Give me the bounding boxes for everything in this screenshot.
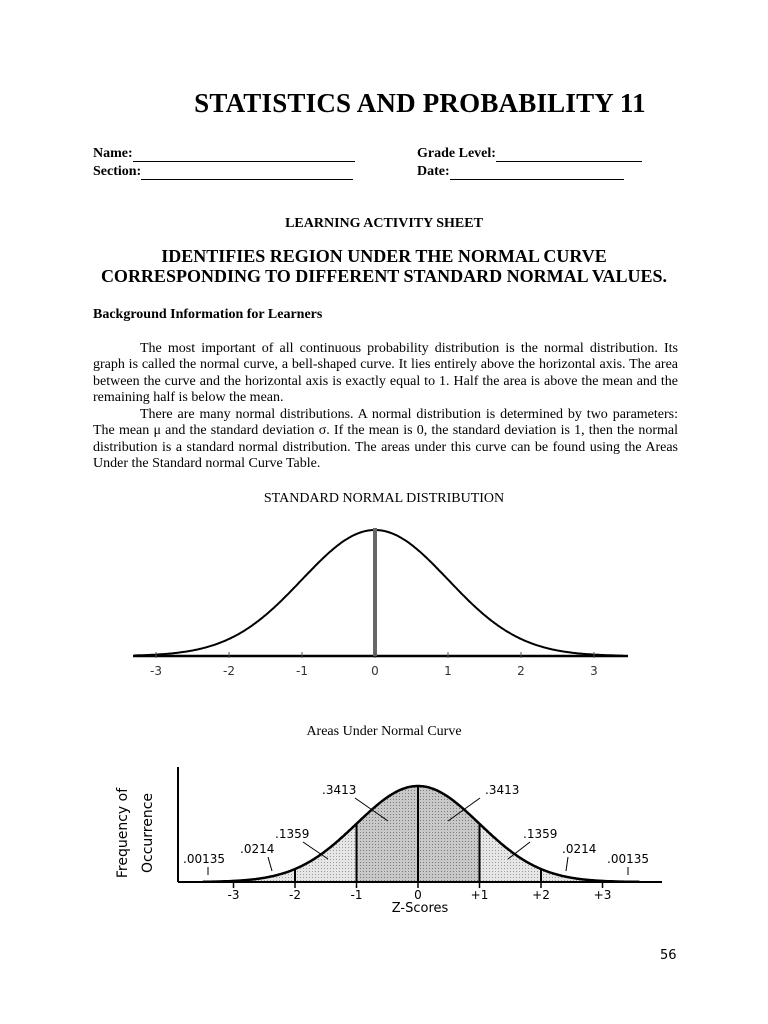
chart2-area-region <box>418 786 480 882</box>
section-line <box>141 166 353 180</box>
page-number: 56 <box>660 948 677 963</box>
grade-level-line <box>496 148 642 162</box>
document-title: STATISTICS AND PROBABILITY 11 <box>194 88 646 118</box>
name-field <box>93 146 355 162</box>
chart2-area-label: .00135 <box>607 852 649 866</box>
figure-1-title: STANDARD NORMAL DISTRIBUTION <box>263 491 505 506</box>
chart2-tick-label: +3 <box>593 888 612 902</box>
chart1-tick-label: 3 <box>590 664 598 678</box>
chart2-area-label: .0214 <box>240 842 275 856</box>
paragraph-1-text: The most important of all continuous probability distribution is the normal distribution. Its graph is called the normal curve, a bell-shaped curve. It lies entirely above the horizontal axis. The area between the curve and the horizontal axis is exactly equal to 1. Half the area is above the mean and the remaining half is below the mean. <box>93 341 678 406</box>
chart2-area-label: .1359 <box>275 827 310 841</box>
chart2-tick-label: -3 <box>227 888 240 902</box>
chart2-tick-label: 0 <box>414 888 422 902</box>
grade-level-label: Grade Level: <box>417 146 496 161</box>
date-line <box>450 166 624 180</box>
chart1-tick-label: -3 <box>150 664 162 678</box>
chart2-area-region <box>357 786 419 882</box>
chart2-area-label: .1359 <box>523 827 558 841</box>
name-line <box>133 148 355 162</box>
grade-level-field <box>417 146 642 162</box>
paragraph-2-text: There are many normal distributions. A normal distribution is determined by two parameters: The mean μ and the standard deviation σ. If the mean is 0, the standard deviation is 1, then the normal distribution is a standard normal distribution. The areas under this curve can be found using the Areas Under the Standard normal Curve Table. <box>93 407 678 472</box>
date-label: Date: <box>417 164 450 179</box>
name-label: Name: <box>93 146 133 161</box>
chart1-tick-label: 1 <box>444 664 452 678</box>
chart2-area-label: .3413 <box>485 783 520 797</box>
section-label: Section: <box>93 164 142 179</box>
chart2-area-label: .00135 <box>183 852 225 866</box>
chart2-tick-label: +2 <box>532 888 550 902</box>
chart1-tick-label: -2 <box>223 664 235 678</box>
lesson-heading-line1: IDENTIFIES REGION UNDER THE NORMAL CURVE <box>161 246 607 266</box>
chart2-leader-line <box>566 857 568 871</box>
figure-2-title: Areas Under Normal Curve <box>306 724 462 739</box>
chart2-tick-label: -2 <box>289 888 301 902</box>
chart2-x-label: Z-Scores <box>391 901 449 916</box>
chart2-tick-label: +1 <box>470 888 489 902</box>
paragraph-2 <box>93 407 678 473</box>
lesson-heading <box>0 246 768 286</box>
chart2-y-label-line1: Frequency of <box>115 787 131 879</box>
chart2-leader-line <box>268 857 272 871</box>
chart1-tick-label: 0 <box>371 664 379 678</box>
chart2-area-label: .0214 <box>562 842 597 856</box>
chart1-tick-label: -1 <box>296 664 308 678</box>
paragraph-1 <box>93 341 678 407</box>
background-title: Background Information for Learners <box>93 307 323 322</box>
chart2-ticks <box>228 882 612 902</box>
chart2-tick-label: -1 <box>350 888 363 902</box>
date-field <box>417 164 624 180</box>
chart1-tick-label: 2 <box>517 664 525 678</box>
chart1-bell-curve <box>134 530 623 656</box>
chart2-y-label-line2: Occurrence <box>140 792 156 874</box>
section-field <box>93 164 353 180</box>
chart2-area-label: .3413 <box>322 783 357 797</box>
lesson-heading-line2: CORRESPONDING TO DIFFERENT STANDARD NORMAL VALUES. <box>100 266 668 286</box>
standard-normal-chart <box>0 510 768 690</box>
sheet-label: LEARNING ACTIVITY SHEET <box>285 216 483 231</box>
areas-normal-chart <box>0 745 768 925</box>
